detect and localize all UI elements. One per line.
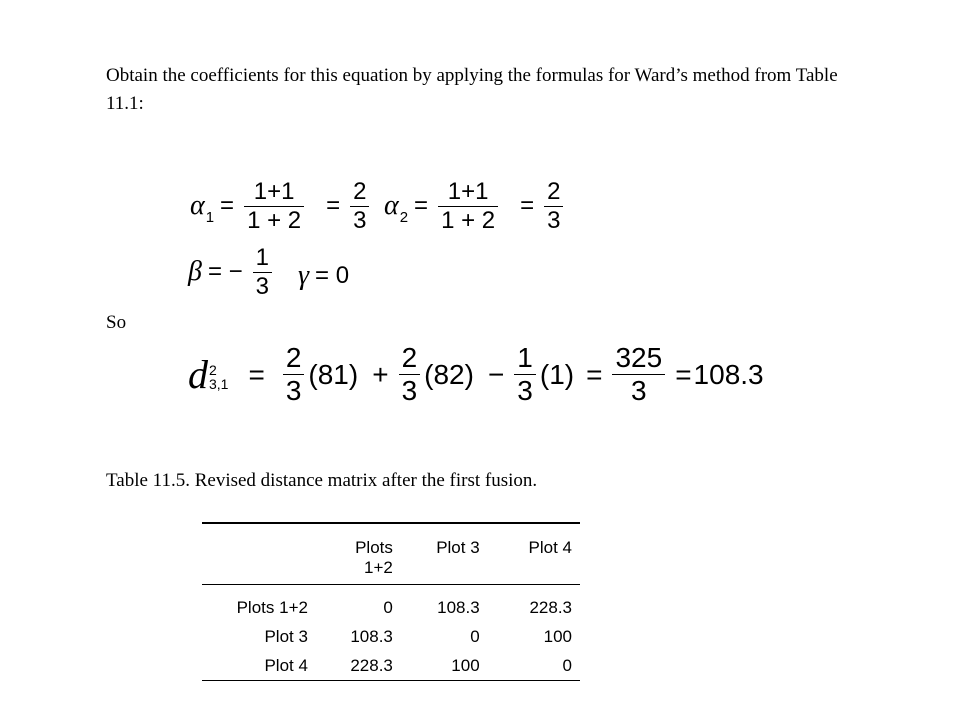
header-cell	[401, 558, 488, 585]
header-cell	[202, 523, 316, 558]
table-cell: 100	[401, 651, 488, 681]
table-row	[202, 585, 580, 623]
beta-fraction: $\frac{1}{3}$	[253, 244, 272, 300]
alpha2-symbol: $\alpha_2$	[384, 190, 409, 227]
term3-value: (1)	[539, 358, 575, 390]
table-header-row	[202, 523, 580, 558]
alpha2-result: $\frac{2}{3}$	[544, 178, 563, 234]
header-cell	[488, 558, 580, 585]
alpha1-symbol: $\alpha_1$	[190, 190, 215, 227]
row-label: Plots 1+2	[236, 597, 308, 617]
term1-value: (81)	[308, 358, 359, 390]
term1-fraction: $\frac{2}{3}$	[283, 342, 305, 407]
beta-equation	[188, 244, 276, 300]
header-cell: Plots	[316, 523, 401, 558]
gamma-equation	[298, 260, 355, 292]
beta-equals: = −	[207, 258, 243, 286]
term3-fraction: $\frac{1}{3}$	[514, 342, 536, 407]
minus-sign: −	[487, 358, 505, 390]
distance-lhs: d 2 3,1	[188, 352, 229, 398]
alpha2-equation	[384, 178, 567, 234]
so-label: So	[106, 312, 127, 333]
header-cell: Plot 4	[488, 523, 580, 558]
table-cell: 100	[543, 626, 572, 646]
result-value: 108.3	[693, 358, 764, 390]
table-header-row-2	[202, 558, 580, 585]
term2-fraction: $\frac{2}{3}$	[399, 342, 421, 407]
intro-paragraph: Obtain the coefficients for this equation by applying the formulas for Ward’s method from Table 11.1:	[106, 65, 838, 114]
alpha1-result: $\frac{2}{3}$	[350, 178, 369, 234]
table-row	[202, 622, 580, 651]
table-cell: 0	[383, 597, 393, 617]
gamma-equals: = 0	[315, 262, 350, 289]
table-cell: 108.3	[437, 597, 480, 617]
equals-3: =	[675, 358, 692, 390]
table-cell: 0	[488, 651, 580, 681]
alpha1-equation	[190, 178, 373, 234]
distance-equals: =	[248, 358, 265, 390]
table-row	[202, 651, 580, 681]
result-fraction: $\frac{325}{3}$	[612, 342, 665, 407]
header-cell: Plot 3	[401, 523, 488, 558]
alpha2-equals-2: =	[520, 192, 535, 220]
row-label: Plot 4	[202, 651, 316, 681]
table-cell: 228.3	[316, 651, 401, 681]
alpha2-fraction: $\frac{1+1}{1 + 2}$	[438, 178, 498, 234]
header-cell	[202, 558, 316, 585]
beta-symbol: β	[188, 256, 202, 288]
row-label: Plot 3	[264, 626, 308, 646]
table-cell: 108.3	[350, 626, 393, 646]
alpha1-fraction: $\frac{1+1}{1 + 2}$	[244, 178, 304, 234]
distance-equation	[188, 342, 764, 407]
gamma-symbol: γ	[298, 260, 310, 291]
alpha1-equals: =	[220, 192, 235, 220]
table-cell: 228.3	[529, 597, 572, 617]
alpha1-equals-2: =	[326, 192, 341, 220]
alpha2-equals: =	[414, 192, 429, 220]
table-cell: 0	[470, 626, 480, 646]
term2-value: (82)	[424, 358, 474, 390]
header-cell: 1+2	[316, 558, 401, 585]
plus-sign: +	[372, 358, 389, 390]
table-caption: Table 11.5. Revised distance matrix after the first fusion.	[106, 470, 538, 491]
distance-matrix-table	[202, 522, 580, 681]
equals-2: =	[586, 358, 603, 390]
